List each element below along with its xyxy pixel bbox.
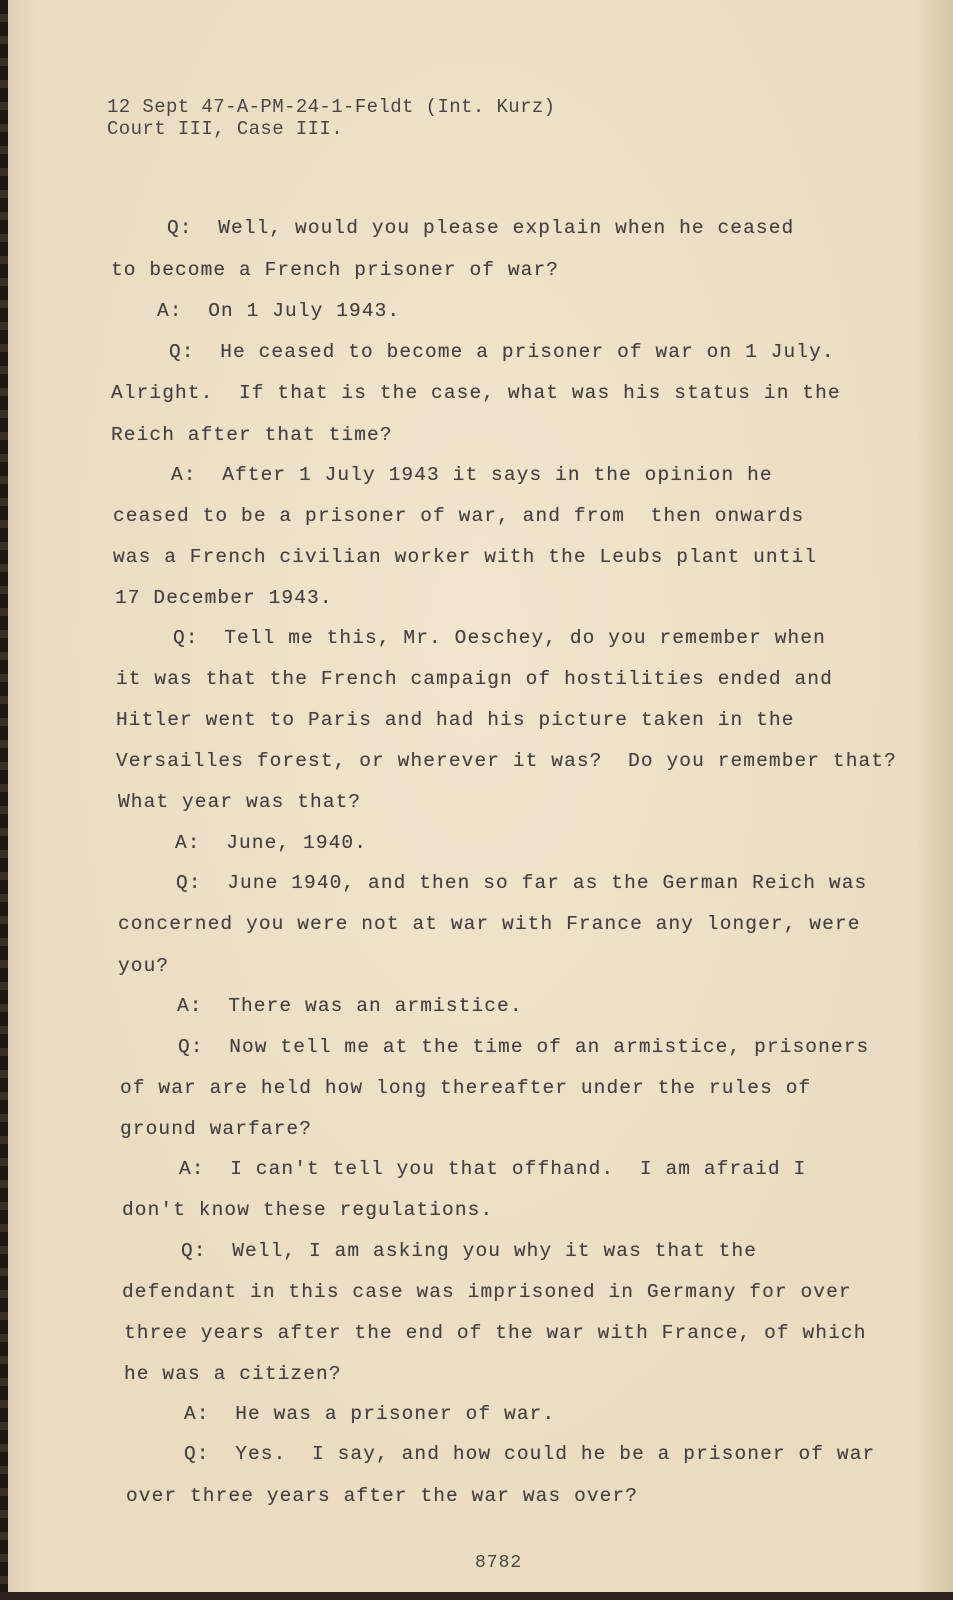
transcript-line: Hitler went to Paris and had his picture taken in the (116, 709, 795, 731)
transcript-line: Q: June 1940, and then so far as the German Reich was (176, 872, 868, 894)
transcript-line: ground warfare? (120, 1118, 313, 1140)
transcript-line: Alright. If that is the case, what was his status in the (111, 382, 841, 404)
transcript-line: Q: He ceased to become a prisoner of war on 1 July. (169, 341, 835, 363)
transcript-line: concerned you were not at war with France any longer, were (118, 913, 861, 935)
transcript-line: was a French civilian worker with the Leubs plant until (113, 546, 818, 568)
document-header (107, 96, 555, 140)
page-number: 8782 (475, 1553, 523, 1573)
transcript-line: to become a French prisoner of war? (111, 259, 560, 281)
transcript-line: you? (118, 955, 170, 977)
bottom-edge (0, 1592, 953, 1600)
transcript-line: Q: Now tell me at the time of an armistice, prisoners (178, 1036, 870, 1058)
transcript-line: Q: Yes. I say, and how could he be a prisoner of war (184, 1443, 876, 1465)
transcript-line: three years after the end of the war with France, of which (124, 1322, 867, 1344)
transcript-line: Q: Tell me this, Mr. Oeschey, do you remember when (173, 627, 826, 649)
transcript-line: What year was that? (118, 791, 362, 813)
transcript-line: he was a citizen? (124, 1363, 342, 1385)
transcript-line: A: He was a prisoner of war. (184, 1403, 556, 1425)
transcript-line: 17 December 1943. (115, 587, 333, 609)
header-line-2: Court III, Case III. (107, 118, 344, 140)
transcript-line: A: There was an armistice. (177, 995, 523, 1017)
binding-edge (0, 0, 8, 1600)
transcript-line: A: June, 1940. (175, 832, 368, 854)
transcript-line: it was that the French campaign of hostilities ended and (116, 668, 833, 690)
transcript-line: Reich after that time? (111, 424, 393, 446)
transcript-line: of war are held how long thereafter under the rules of (120, 1077, 812, 1099)
transcript-line: A: After 1 July 1943 it says in the opinion he (171, 464, 773, 486)
transcript-line: don't know these regulations. (122, 1199, 494, 1221)
transcript-line: A: I can't tell you that offhand. I am afraid I (179, 1158, 807, 1180)
transcript-line: ceased to be a prisoner of war, and from then onwards (113, 505, 805, 527)
transcript-line: Q: Well, I am asking you why it was that the (181, 1240, 758, 1262)
transcript-line: over three years after the war was over? (126, 1485, 639, 1507)
transcript-line: defendant in this case was imprisoned in Germany for over (122, 1281, 852, 1303)
transcript-line: A: On 1 July 1943. (157, 300, 401, 322)
header-line-1: 12 Sept 47-A-PM-24-1-Feldt (Int. Kurz) (107, 96, 556, 118)
transcript-line: Q: Well, would you please explain when he ceased (167, 217, 795, 239)
transcript-line: Versailles forest, or wherever it was? Do you remember that? (116, 750, 897, 772)
